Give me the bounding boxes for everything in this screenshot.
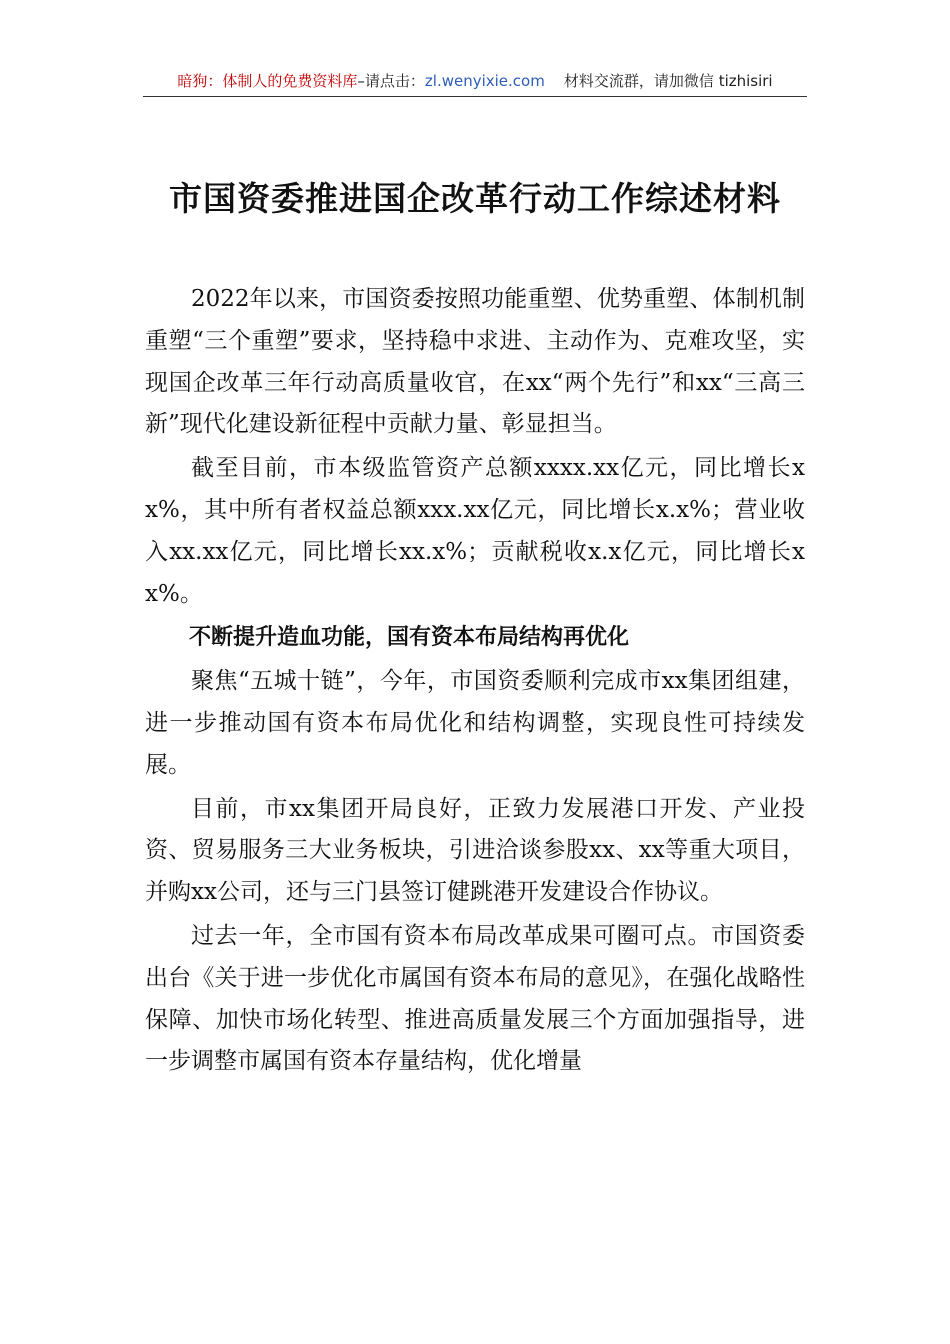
paragraph-past-year: 过去一年，全市国有资本布局改革成果可圈可点。市国资委出台《关于进一步优化市属国有资本布局的意见》，在强化战略性保障、加快市场化转型、推进高质量发展三个方面加强指导，进一步调整市属国有资本存量结构，优化增量 xyxy=(145,922,805,1075)
header-prompt: –请点击： xyxy=(357,72,425,90)
header-url-link[interactable]: zl.wenyixie.com xyxy=(424,72,545,90)
section-heading: 不断提升造血功能，国有资本布局结构再优化 xyxy=(189,625,630,651)
page-header xyxy=(143,68,807,97)
paragraph-focus: 聚焦“五城十链”，今年，市国资委顺利完成市xx集团组建，进一步推动国有资本布局优化和结构调整，实现良性可持续发展。 xyxy=(145,668,805,778)
header-brand: 暗狗：体制人的免费资料库 xyxy=(177,72,358,90)
paragraph-intro: 2022年以来，市国资委按照功能重塑、优势重塑、体制机制重塑“三个重塑”要求，坚持稳中求进、主动作为、克难攻坚，实现国企改革三年行动高质量收官，在xx“两个先行”和xx“三高三新”现代化建设新征程中贡献力量、彰显担当。 xyxy=(145,286,805,438)
header-contact: 材料交流群，请加微信 tizhisiri xyxy=(563,72,773,90)
paragraph-group-progress: 目前，市xx集团开局良好，正致力发展港口开发、产业投资、贸易服务三大业务板块，引进洽谈参股xx、xx等重大项目，并购xx公司，还与三门县签订健跳港开发建设合作协议。 xyxy=(145,795,805,906)
document-title: 市国资委推进国企改革行动工作综述材料 xyxy=(169,179,781,218)
paragraph-statistics: 截至目前，市本级监管资产总额xxxx.xx亿元，同比增长xx%，其中所有者权益总额xxx.xx亿元，同比增长x.x%；营业收入xx.xx亿元，同比增长xx.x%；贡献税收x.x亿元，同比增长xx%。 xyxy=(145,455,805,607)
document-body xyxy=(145,279,805,1085)
